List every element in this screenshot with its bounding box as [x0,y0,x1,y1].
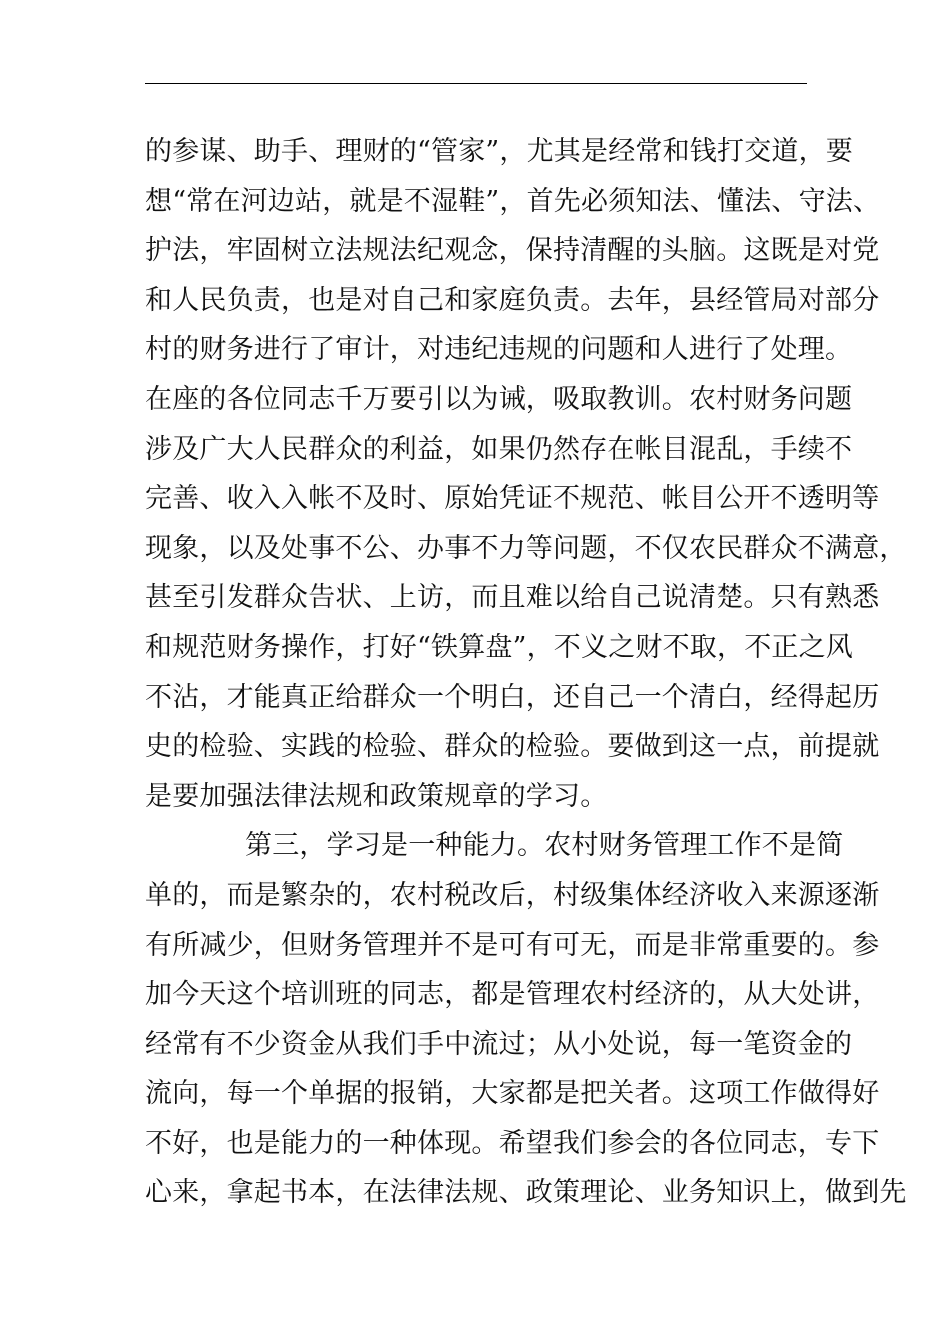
text-line: 和规范财务操作，打好“铁算盘”，不义之财不取，不正之风 [145,631,854,663]
text-line: 完善、收入入帐不及时、原始凭证不规范、帐目公开不透明等 [145,483,880,515]
text-line: 和人民负责，也是对自己和家庭负责。去年，县经管局对部分 [145,284,880,316]
text-line: 是要加强法律法规和政策规章的学习。 [145,780,608,812]
header-rule [145,83,807,84]
text-line: 有所减少，但财务管理并不是可有可无，而是非常重要的。参 [145,929,880,961]
text-line: 经常有不少资金从我们手中流过；从小处说，每一笔资金的 [145,1028,853,1060]
paragraph-start-line: 第三，学习是一种能力。农村财务管理工作不是简 [245,830,844,862]
text-line: 的参谋、助手、理财的“管家”，尤其是经常和钱打交道，要 [145,136,854,167]
text-line: 想“常在河边站，就是不湿鞋”，首先必须知法、懂法、守法、 [145,185,881,217]
text-line: 加今天这个培训班的同志，都是管理农村经济的，从大处讲， [145,979,880,1011]
text-line: 村的财务进行了审计，对违纪违规的问题和人进行了处理。 [145,334,853,366]
text-line: 现象，以及处事不公、办事不力等问题，不仅农民群众不满意， [145,532,907,564]
body-text [145,127,907,1218]
text-line: 心来，拿起书本，在法律法规、政策理论、业务知识上，做到先 [145,1177,907,1209]
text-line: 甚至引发群众告状、上访，而且难以给自己说清楚。只有熟悉 [145,582,880,614]
text-line: 单的，而是繁杂的，农村税改后，村级集体经济收入来源逐渐 [145,879,880,911]
text-line: 流向，每一个单据的报销，大家都是把关者。这项工作做得好 [145,1078,880,1110]
text-line: 史的检验、实践的检验、群众的检验。要做到这一点，前提就 [145,731,880,763]
text-line: 不好，也是能力的一种体现。希望我们参会的各位同志，专下 [145,1127,880,1159]
text-line: 涉及广大人民群众的利益，如果仍然存在帐目混乱，手续不 [145,433,853,465]
text-line: 不沾，才能真正给群众一个明白，还自己一个清白，经得起历 [145,681,880,713]
text-line: 在座的各位同志千万要引以为诫，吸取教训。农村财务问题 [145,383,853,415]
text-line: 护法，牢固树立法规法纪观念，保持清醒的头脑。这既是对党 [145,235,880,267]
